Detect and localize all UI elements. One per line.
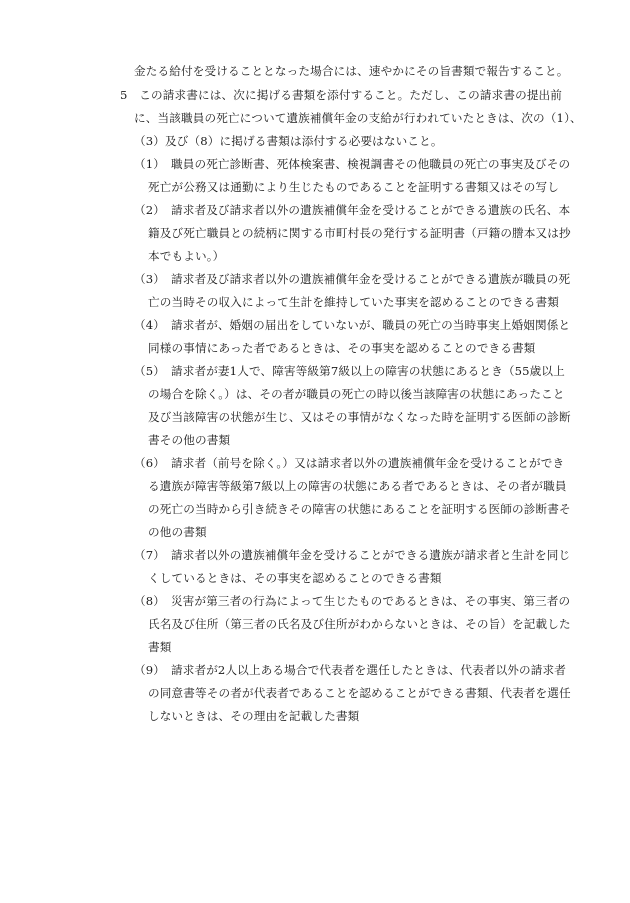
item-1-line: （1） 職員の死亡診断書、死体検案書、検視調書その他職員の死亡の事実及びその [134,157,571,171]
item-8-line: （8） 災害が第三者の行為によって生じたものであるときは、その事実、第三者の [134,594,571,608]
text-line: 亡の当時その収入によって生計を維持していた事実を認めることのできる書類 [148,295,560,309]
text-line: の死亡の当時から引き続きその障害の状態にあることを証明する医師の診断書そ [148,502,571,516]
text-line: の他の書類 [148,525,207,539]
item-9-line: （9） 請求者が2人以上ある場合で代表者を選任したときは、代表者以外の請求者 [134,663,567,677]
text-line: （3）及び（8）に掲げる書類は添付する必要はないこと。 [134,134,443,148]
text-line: 書類 [148,640,172,654]
text-line: に、当該職員の死亡について遺族補償年金の支給が行われていたときは、次の（1）、 [134,111,582,125]
text-line: る遺族が障害等級第7級以上の障害の状態にある者であるときは、その者が職員 [148,479,567,493]
text-line: 金たる給付を受けることとなった場合には、速やかにその旨書類で報告すること。 [134,64,569,78]
item-7-line: （7） 請求者以外の遺族補償年金を受けることができる遺族が請求者と生計を同じ [134,548,571,562]
item-3-line: （3） 請求者及び請求者以外の遺族補償年金を受けることができる遺族が職員の死 [134,272,571,286]
text-line: 及び当該障害の状態が生じ、又はその事情がなくなった時を証明する医師の診断 [148,410,571,424]
text-line: 同様の事情にあった者であるときは、その事実を認めることのできる書類 [148,341,536,355]
text-line: しないときは、その理由を記載した書類 [148,709,360,723]
text-line: 死亡が公務又は通勤により生じたものであることを証明する書類又はその写し [148,180,560,194]
text-line: 本でもよい。） [148,249,225,263]
text-line: の場合を除く。）は、その者が職員の死亡の時以後当該障害の状態にあったこと [148,387,565,401]
text-line: 氏名及び住所（第三者の氏名及び住所がわからないときは、その旨）を記載した [148,617,571,631]
item-5-sub-line: （5） 請求者が妻1人で、障害等級第7級以上の障害の状態にあるとき（55歳以上 [134,364,565,378]
text-line: の同意書等その者が代表者であることを認めることができる書類、代表者を選任 [148,686,571,700]
item-2-line: （2） 請求者及び請求者以外の遺族補償年金を受けることができる遺族の氏名、本 [134,203,571,217]
item-4-line: （4） 請求者が、婚姻の届出をしていないが、職員の死亡の当時事実上婚姻関係と [134,318,571,332]
item-5-line: 5 この請求書には、次に掲げる書類を添付すること。ただし、この請求書の提出前 [120,88,563,102]
text-line: くしているときは、その事実を認めることのできる書類 [148,571,442,585]
text-line: 籍及び死亡職員との続柄に関する市町村長の発行する証明書（戸籍の謄本又は抄 [148,226,571,240]
item-6-line: （6） 請求者（前号を除く。）又は請求者以外の遺族補償年金を受けることができ [134,456,565,470]
text-line: 書その他の書類 [148,433,231,447]
